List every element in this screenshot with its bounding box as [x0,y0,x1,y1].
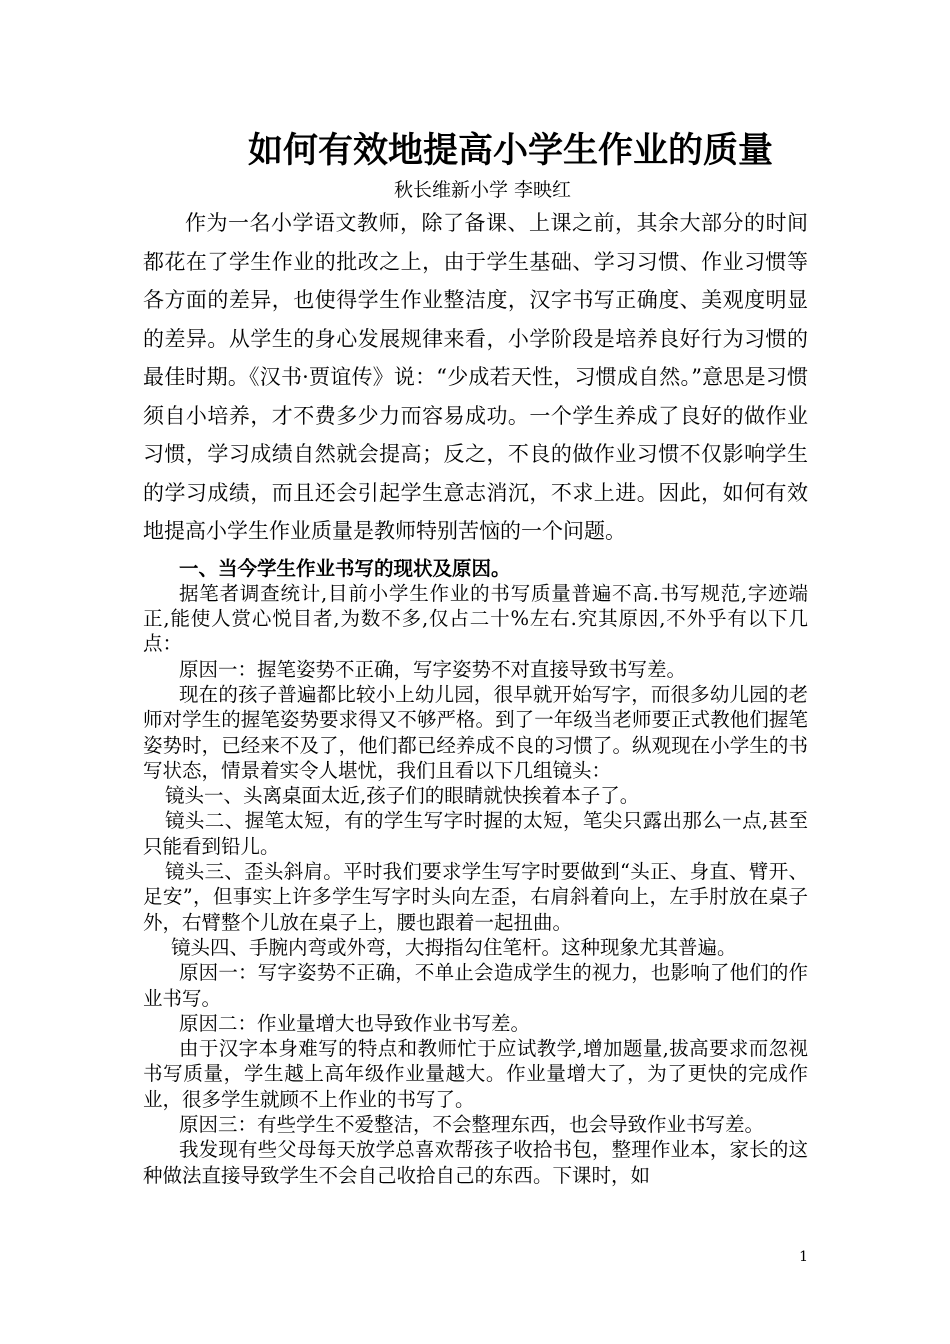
intro-paragraph: 作为一名小学语文教师，除了备课、上课之前，其余大部分的时间都花在了学生作业的批改之上，由于学生基础、学习习惯、作业习惯等各方面的差异，也使得学生作业整洁度，汉字书写正确度、美观度明显的差异。从学生的身心发展规律来看，小学阶段是培养良好行为习惯的最佳时期。《汉书·贾谊传》说：“少成若天性，习惯成自然。”意思是习惯须自小培养，才不费多少力而容易成功。一个学生养成了良好的做作业习惯，学习成绩自然就会提高；反之，不良的做作业习惯不仅影响学生的学习成绩，而且还会引起学生意志消沉，不求上进。因此，如何有效地提高小学生作业质量是教师特别苦恼的一个问题。 [143,211,808,543]
body-paragraph: 镜头四、手腕内弯或外弯，大拇指勾住笔杆。这种现象尤其普遍。 [171,935,737,959]
body-paragraph: 原因三：有些学生不爱整洁，不会整理东西，也会导致作业书写差。 [179,1113,765,1137]
document-body [143,556,808,1188]
body-paragraph: 镜头二、握笔太短，有的学生写字时握的太短，笔尖只露出那么一点,甚至只能看到铅儿。 [143,809,808,858]
body-paragraph: 我发现有些父母每天放学总喜欢帮孩子收拾书包，整理作业本，家长的这种做法直接导致学生不会自己收拾自己的东西。下课时，如 [143,1138,808,1187]
body-paragraph: 镜头三、歪头斜肩。平时我们要求学生写字时要做到“头正、身直、臂开、足安”，但事实上许多学生写字时头向左歪，右肩斜着向上，左手肘放在桌子外，右臂整个儿放在桌子上，腰也跟着一起扭曲。 [143,860,808,934]
section-heading: 一、当今学生作业书写的现状及原因。 [179,556,511,580]
page-number: 1 [799,1249,808,1265]
body-paragraph: 由于汉字本身难写的特点和教师忙于应试教学,增加题量,拔高要求而忽视书写质量，学生越上高年级作业量越大。作业量增大了，为了更快的完成作业，很多学生就顾不上作业的书写了。 [143,1037,808,1111]
body-paragraph: 据笔者调查统计,目前小学生作业的书写质量普遍不高.书写规范,字迹端正,能使人赏心悦目者,为数不多,仅占二十%左右.究其原因,不外乎有以下几点： [143,581,808,656]
document-title: 如何有效地提高小学生作业的质量 [248,131,774,171]
body-paragraph: 现在的孩子普遍都比较小上幼儿园，很早就开始写字，而很多幼儿园的老师对学生的握笔姿势要求得又不够严格。到了一年级当老师要正式教他们握笔姿势时，已经来不及了，他们都已经养成不良的习惯了。纵观现在小学生的书写状态，情景着实令人堪忧，我们且看以下几组镜头： [143,682,808,782]
body-paragraph: 原因一：写字姿势不正确，不单止会造成学生的视力，也影响了他们的作业书写。 [143,961,808,1010]
body-paragraph: 原因一：握笔姿势不正确，写字姿势不对直接导致书写差。 [179,657,687,681]
body-paragraph: 镜头一、头离桌面太近,孩子们的眼睛就快挨着本子了。 [165,784,640,808]
author-line: 秋长维新小学 李映红 [393,179,572,201]
body-paragraph: 原因二：作业量增大也导致作业书写差。 [179,1011,531,1035]
